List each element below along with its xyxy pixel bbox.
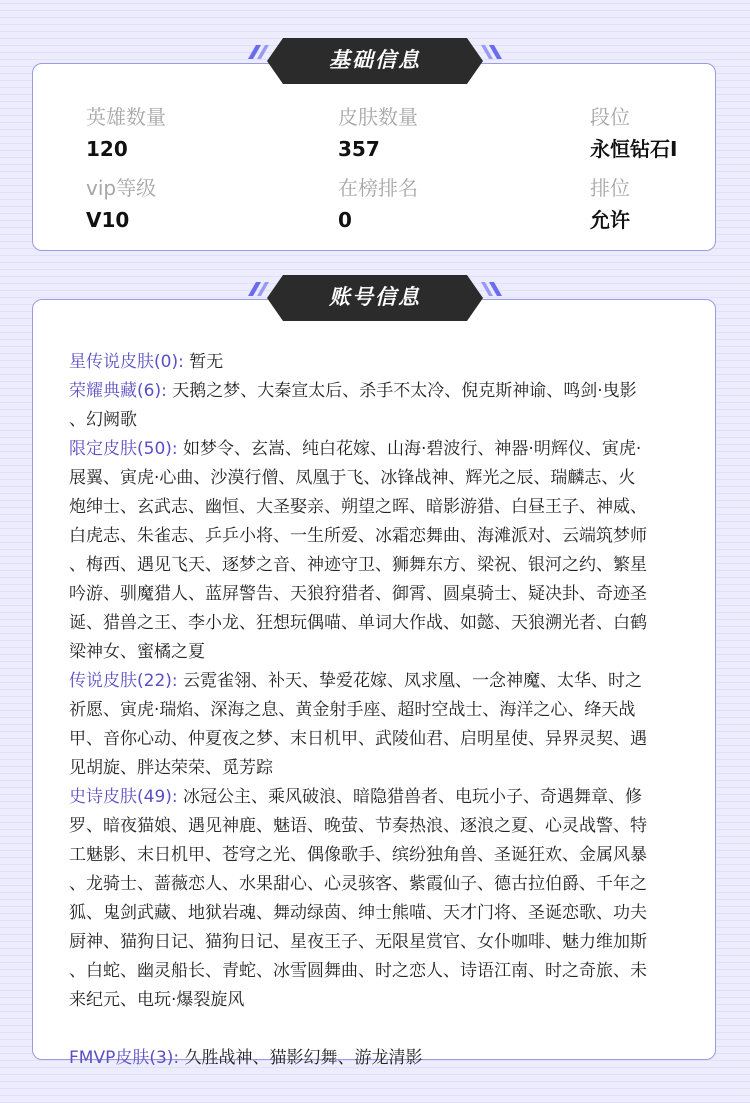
skin-line: 炮绅士、玄武志、幽恒、大圣娶亲、朔望之晖、暗影游猎、白昼王子、神威、: [69, 497, 647, 517]
skin-line: 如梦令、玄嵩、纯白花嫁、山海·碧波行、神器·明辉仪、寅虎·: [183, 439, 642, 459]
skin-category-label: 传说皮肤(22):: [69, 671, 178, 691]
skin-category-label: 荣耀典藏(6):: [69, 381, 167, 401]
skin-line: 冰冠公主、乘风破浪、暗隐猎兽者、电玩小子、奇遇舞章、修: [183, 787, 643, 807]
skin-category-label: FMVP皮肤(3):: [69, 1048, 180, 1068]
stat-hero-count: [86, 104, 166, 162]
skin-line: 甲、音你心动、仲夏夜之梦、末日机甲、武陵仙君、启明星使、异界灵契、遇: [69, 729, 647, 749]
skin-category-label: 史诗皮肤(49):: [69, 787, 178, 807]
skin-line: 白虎志、朱雀志、乒乒小将、一生所爱、冰霜恋舞曲、海滩派对、云端筑梦师: [69, 526, 647, 546]
stat-value: 允许: [590, 208, 630, 232]
skin-line: 狐、鬼剑武藏、地狱岩魂、舞动绿茵、绅士熊喵、天才门将、圣诞恋歌、功夫: [69, 903, 647, 923]
stat-value: V10: [86, 208, 130, 232]
skin-category-text: 暂无: [189, 352, 224, 372]
skin-category-fmvp: [69, 1044, 677, 1073]
skin-line: 吟游、驯魔猎人、蓝屏警告、天狼狩猎者、御霄、圆桌骑士、疑决卦、奇迹圣: [69, 584, 647, 604]
skin-category-legend: [69, 667, 677, 783]
skin-line: 、白蛇、幽灵船长、青蛇、冰雪圆舞曲、时之恋人、诗语江南、时之奇旅、未: [69, 961, 647, 981]
skin-category-label: 限定皮肤(50):: [69, 439, 178, 459]
skin-category-epic: [69, 783, 677, 1015]
account-info-card: [32, 299, 716, 1068]
stat-vip-level: [86, 175, 156, 233]
stat-rank-tier: [590, 104, 677, 162]
skin-line: 来纪元、电玩·爆裂旋风: [69, 990, 245, 1010]
basic-info-title: 基础信息: [329, 48, 421, 72]
stat-ranked-allowed: [590, 175, 630, 233]
skin-category-text: 久胜战神、猫影幻舞、游龙清影: [184, 1048, 423, 1068]
skin-line: 、幻阙歌: [69, 410, 137, 430]
skin-line: 展翼、寅虎·心曲、沙漠行僧、凤凰于飞、冰锋战神、辉光之辰、瑞麟志、火: [69, 468, 636, 488]
account-info-banner: [245, 273, 505, 323]
stat-skin-count: [338, 104, 418, 162]
stat-label: 英雄数量: [86, 105, 166, 129]
stat-leaderboard-rank: [338, 175, 418, 233]
stat-value: 120: [86, 137, 128, 161]
skin-category-limited: [69, 435, 677, 667]
stat-label: 排位: [590, 176, 630, 200]
skin-line: 罗、暗夜猫娘、遇见神鹿、魅语、晚萤、节奏热浪、逐浪之夏、心灵战警、特: [69, 816, 647, 836]
stat-value: 0: [338, 208, 352, 232]
skin-line: 、梅西、遇见飞天、逐梦之音、神迹守卫、狮舞东方、梁祝、银河之约、繁星: [69, 555, 647, 575]
stat-label: 皮肤数量: [338, 105, 418, 129]
basic-info-card: [32, 63, 716, 251]
stat-label: 在榜排名: [338, 176, 418, 200]
skin-category-glory-collection: [69, 377, 677, 435]
skin-line: 见胡旋、胖达荣荣、觅芳踪: [69, 758, 273, 778]
stat-label: 段位: [590, 105, 630, 129]
spacer: [69, 1015, 677, 1044]
skin-category-label: 星传说皮肤(0):: [69, 352, 184, 372]
skin-line: 天鹅之梦、大秦宣太后、杀手不太冷、倪克斯神谕、鸣剑·曳影: [172, 381, 637, 401]
skin-line: 梁神女、蜜橘之夏: [69, 642, 205, 662]
basic-info-banner: [245, 36, 505, 86]
skin-line: 祈愿、寅虎·瑞焰、深海之息、黄金射手座、超时空战士、海洋之心、绛天战: [69, 700, 636, 720]
skin-list: [69, 348, 677, 1073]
skin-line: 厨神、猫狗日记、猫狗日记、星夜王子、无限星赏官、女仆咖啡、魅力维加斯: [69, 932, 647, 952]
skin-category-star-legend: [69, 348, 677, 377]
skin-line: 云霓雀翎、补天、挚爱花嫁、凤求凰、一念神魔、太华、时之: [183, 671, 643, 691]
skin-line: 、龙骑士、蔷薇恋人、水果甜心、心灵骇客、紫霞仙子、德古拉伯爵、千年之: [69, 874, 647, 894]
account-info-title: 账号信息: [329, 285, 421, 309]
skin-line: 诞、猎兽之王、李小龙、狂想玩偶喵、单词大作战、如懿、天狼溯光者、白鹤: [69, 613, 647, 633]
stat-value: 357: [338, 137, 380, 161]
stat-label: vip等级: [86, 176, 157, 200]
skin-line: 工魅影、末日机甲、苍穹之光、偶像歌手、缤纷独角兽、圣诞狂欢、金属风暴: [69, 845, 647, 865]
stat-value: 永恒钻石I: [590, 137, 678, 161]
